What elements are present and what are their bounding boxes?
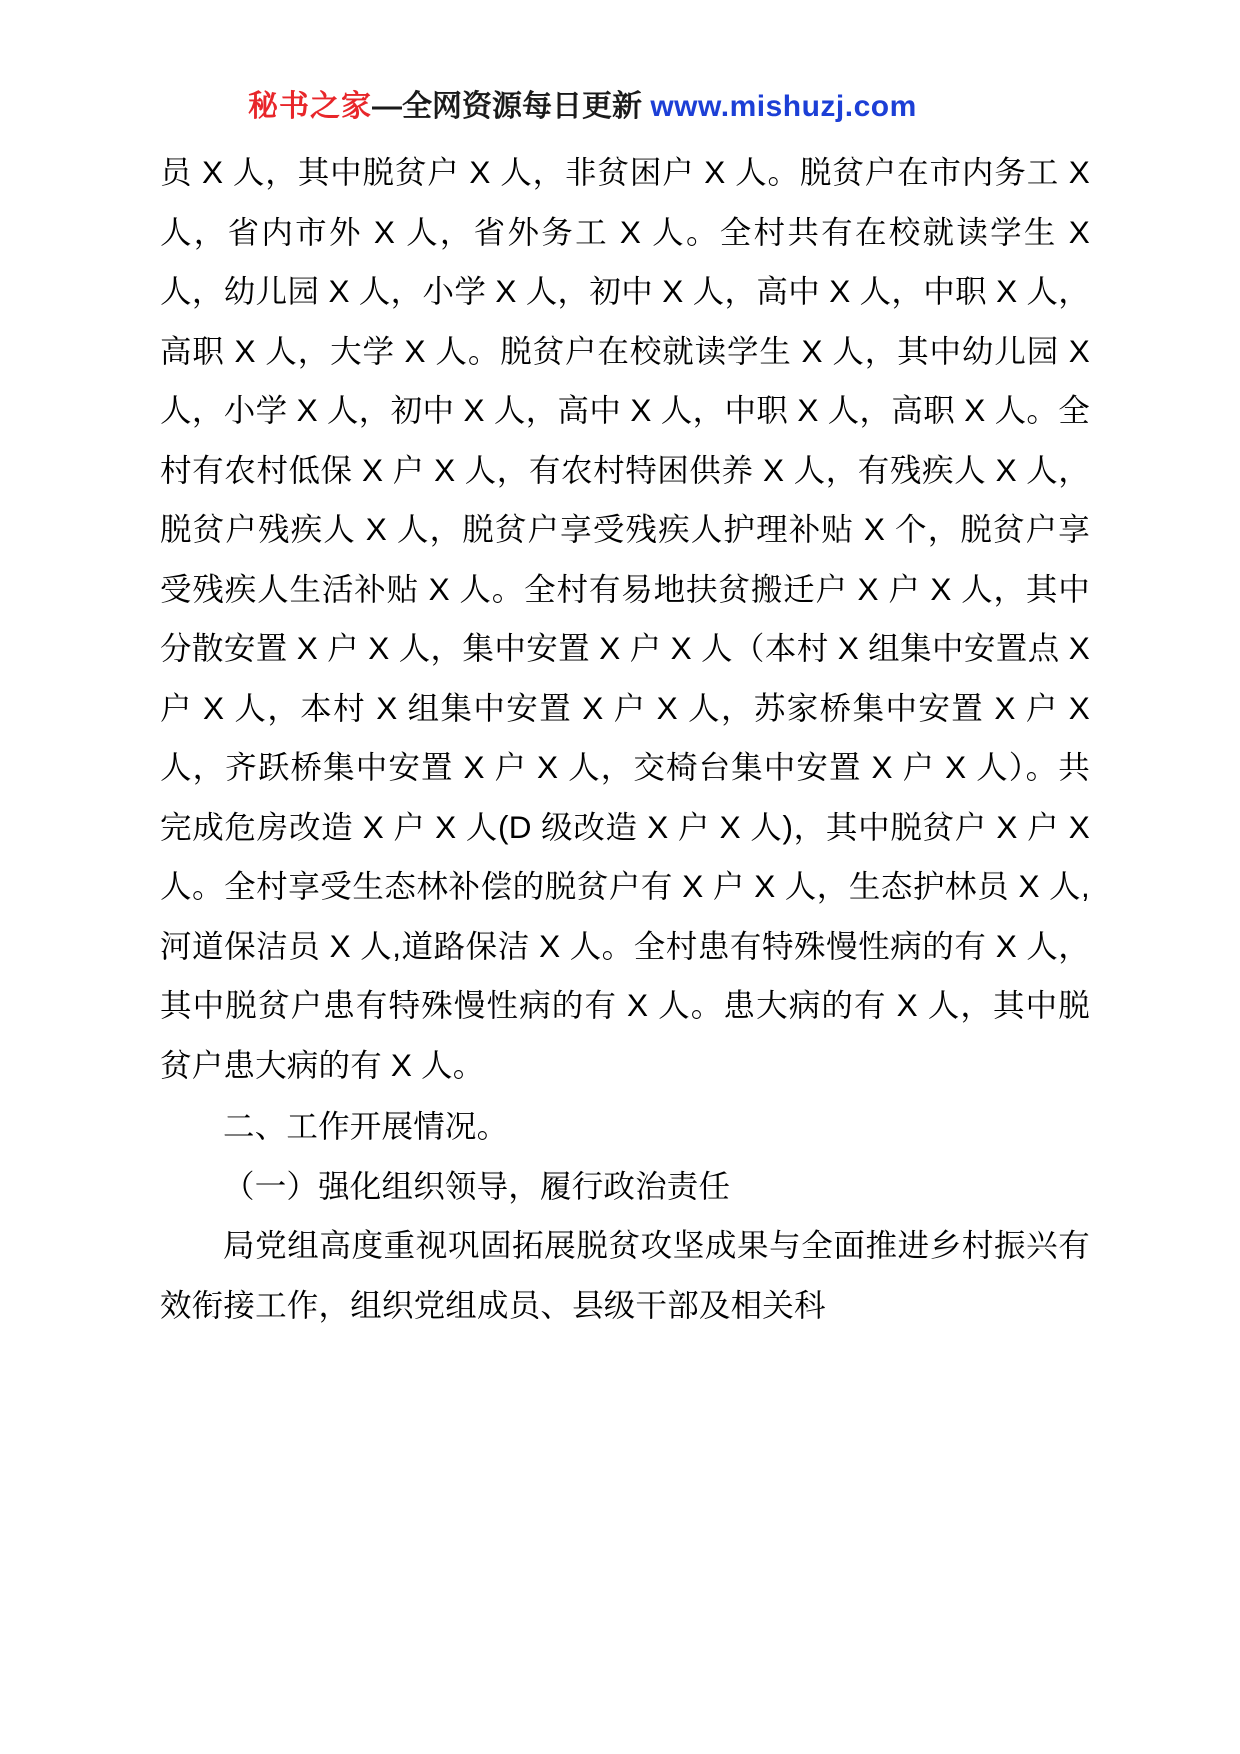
watermark-dash: —	[372, 90, 402, 123]
watermark-url: www.mishuzj.com	[650, 90, 917, 123]
paragraph-party-group: 局党组高度重视巩固拓展脱贫攻坚成果与全面推进乡村振兴有效衔接工作，组织党组成员、县级干部及相关科	[160, 1227, 1090, 1323]
paragraph-population-stats: 员 X 人，其中脱贫户 X 人，非贫困户 X 人。脱贫户在市内务工 X 人，省内市外 X 人，省外务工 X 人。全村共有在校就读学生 X 人，幼儿园 X 人，小学 X 人，初中 X 人，高中 X 人，中职 X 人，高职 X 人，大学 X 人。脱贫户在校就读学生 X 人，其中幼儿园 X 人，小学 X 人，初中 X 人，高中 X 人，中职 X 人，高职 X 人。全村有农村低保 X 户 X 人，有农村特困供养 X 人，有残疾人 X 人，脱贫户残疾人 X 人，脱贫户享受残疾人护理补贴 X 个，脱贫户享受残疾人生活补贴 X 人。全村有易地扶贫搬迁户 X 户 X 人，其中分散安置 X 户 X 人，集中安置 X 户 X 人（本村 X 组集中安置点 X 户 X 人，本村 X 组集中安置 X 户 X 人，苏家桥集中安置 X 户 X 人，齐跃桥集中安置 X 户 X 人，交椅台集中安置 X 户 X 人）。共完成危房改造 X 户 X 人(D 级改造 X 户 X 人)，其中脱贫户 X 户 X 人。全村享受生态林补偿的脱贫户有 X 户 X 人，生态护林员 X 人,河道保洁员 X 人,道路保洁 X 人。全村患有特殊慢性病的有 X 人，其中脱贫户患有特殊慢性病的有 X 人。患大病的有 X 人，其中脱贫户患大病的有 X 人。	[160, 154, 1090, 1083]
heading-section-two: 二、工作开展情况。	[223, 1108, 509, 1144]
heading-subsection-one: （一）强化组织领导，履行政治责任	[223, 1167, 731, 1204]
document-body	[160, 143, 1090, 1335]
watermark-tagline: 全网资源每日更新	[402, 90, 642, 123]
watermark-brand: 秘书之家	[248, 90, 372, 123]
watermark-banner	[248, 88, 917, 126]
